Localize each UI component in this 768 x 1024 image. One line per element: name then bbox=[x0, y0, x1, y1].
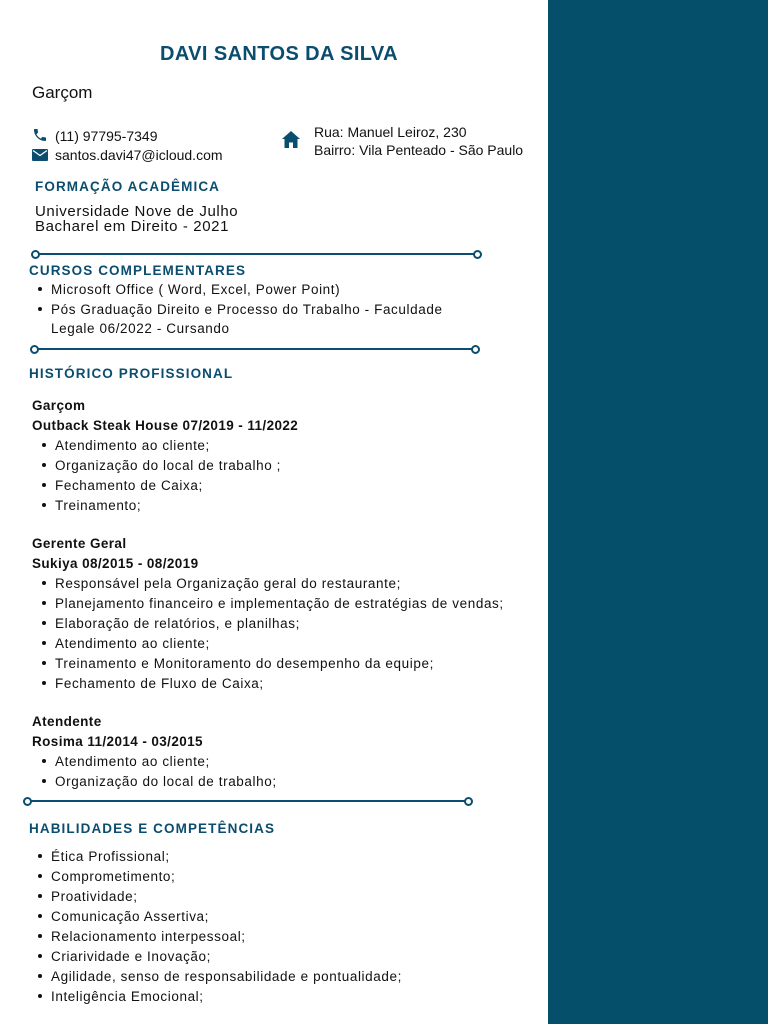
list-item: Proatividade; bbox=[32, 887, 542, 907]
list-item: Treinamento; bbox=[36, 496, 542, 516]
experience-heading: HISTÓRICO PROFISSIONAL bbox=[29, 366, 234, 381]
list-item: Ética Profissional; bbox=[32, 847, 542, 867]
candidate-role: Garçom bbox=[32, 83, 93, 102]
list-item: Atendimento ao cliente; bbox=[36, 436, 542, 456]
list-item: Atendimento ao cliente; bbox=[36, 634, 542, 654]
list-item: Comunicação Assertiva; bbox=[32, 907, 542, 927]
list-item: Planejamento financeiro e implementação de estratégias de vendas; bbox=[36, 594, 542, 614]
courses-list bbox=[32, 280, 532, 339]
job-position: Gerente Geral bbox=[32, 536, 127, 551]
email-address[interactable]: santos.davi47@icloud.com bbox=[55, 147, 223, 163]
list-item: Responsável pela Organização geral do restaurante; bbox=[36, 574, 542, 594]
divider-dot bbox=[473, 250, 482, 259]
address-line1: Rua: Manuel Leiroz, 230 bbox=[314, 124, 467, 140]
list-item: Agilidade, senso de responsabilidade e pontualidade; bbox=[32, 967, 542, 987]
list-item: Inteligência Emocional; bbox=[32, 987, 542, 1007]
job-position: Atendente bbox=[32, 714, 102, 729]
job-entry bbox=[32, 396, 542, 516]
divider-dot bbox=[464, 797, 473, 806]
list-item: Microsoft Office ( Word, Excel, Power Point) bbox=[32, 280, 532, 300]
job-company: Outback Steak House 07/2019 - 11/2022 bbox=[32, 418, 299, 433]
list-item: Treinamento e Monitoramento do desempenho da equipe; bbox=[36, 654, 542, 674]
candidate-name: DAVI SANTOS DA SILVA bbox=[159, 43, 399, 65]
courses-heading: CURSOS COMPLEMENTARES bbox=[29, 263, 247, 278]
home-icon bbox=[282, 131, 300, 148]
list-item: Elaboração de relatórios, e planilhas; bbox=[36, 614, 542, 634]
job-task-list bbox=[36, 752, 542, 792]
divider-dot bbox=[30, 345, 39, 354]
divider-dot bbox=[471, 345, 480, 354]
job-entry bbox=[32, 712, 542, 792]
skills-heading: HABILIDADES E COMPETÊNCIAS bbox=[29, 821, 276, 836]
address-line2: Bairro: Vila Penteado - São Paulo bbox=[314, 142, 524, 158]
list-item: Fechamento de Caixa; bbox=[36, 476, 542, 496]
job-task-list bbox=[36, 436, 542, 516]
list-item-continuation: Legale 06/2022 - Cursando bbox=[51, 321, 230, 336]
phone-icon bbox=[32, 126, 48, 144]
list-item: Fechamento de Fluxo de Caixa; bbox=[36, 674, 542, 694]
divider-dot bbox=[31, 250, 40, 259]
section-divider bbox=[27, 800, 469, 802]
job-task-list bbox=[36, 574, 542, 694]
skills-list bbox=[32, 847, 542, 1007]
education-heading: FORMAÇÃO ACADÊMICA bbox=[35, 179, 221, 194]
education-degree: Bacharel em Direito - 2021 bbox=[35, 218, 230, 235]
list-item: Organização do local de trabalho; bbox=[36, 772, 542, 792]
list-item: Comprometimento; bbox=[32, 867, 542, 887]
list-item: Pós Graduação Direito e Processo do Trabalho - Faculdade bbox=[32, 300, 532, 320]
job-position: Garçom bbox=[32, 398, 86, 413]
list-item: Atendimento ao cliente; bbox=[36, 752, 542, 772]
job-entry bbox=[32, 534, 542, 694]
section-divider bbox=[35, 253, 478, 255]
education-institution: Universidade Nove de Julho bbox=[35, 203, 239, 220]
list-item: Criarividade e Inovação; bbox=[32, 947, 542, 967]
section-divider bbox=[34, 348, 476, 350]
phone-number[interactable]: (11) 97795-7349 bbox=[55, 128, 158, 144]
job-company: Sukiya 08/2015 - 08/2019 bbox=[32, 556, 199, 571]
job-company: Rosima 11/2014 - 03/2015 bbox=[32, 734, 203, 749]
email-icon bbox=[32, 148, 48, 160]
list-item: Organização do local de trabalho ; bbox=[36, 456, 542, 476]
list-item: Relacionamento interpessoal; bbox=[32, 927, 542, 947]
divider-dot bbox=[23, 797, 32, 806]
sidebar-panel bbox=[548, 0, 768, 1024]
